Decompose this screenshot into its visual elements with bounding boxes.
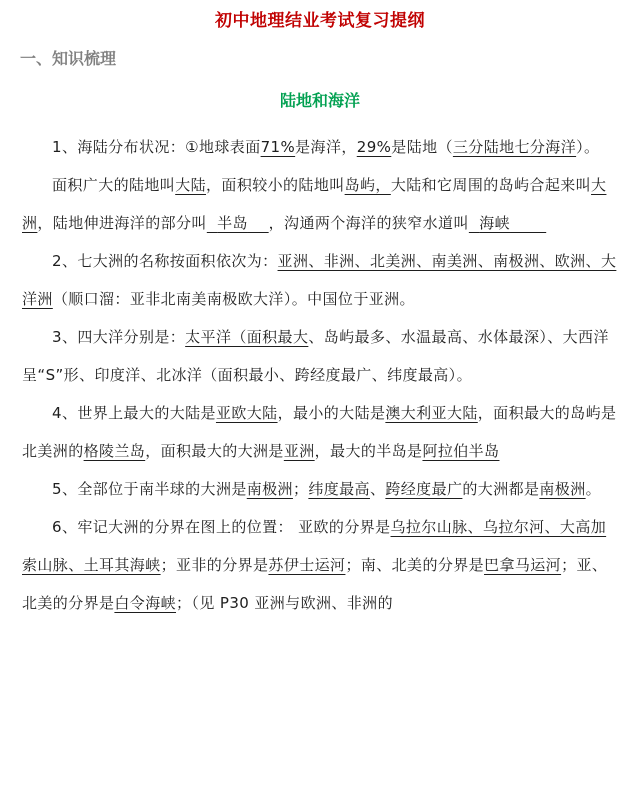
text-run: 、岛屿最多、水温最高、水体最深）、大西洋呈“S”形、印度洋、北冰洋（面积最小、跨经度最广、纬度最高）。 [22, 328, 609, 384]
text-run: ）。 [576, 138, 600, 156]
underlined-term: 岛屿， [344, 176, 391, 194]
underlined-term: 亚欧大陆 [215, 404, 278, 422]
underlined-term: 格陵兰岛 [83, 442, 146, 460]
underlined-term: 三分陆地七分海洋 [452, 138, 577, 156]
text-run: 6、牢记大洲的分界在图上的位置： 亚欧的分界是 [52, 518, 391, 536]
text-run: ，沟通两个海洋的狭窄水道叫 [268, 214, 469, 232]
underlined-term [207, 214, 269, 232]
text-run: 4、世界上最大的大陆是 [52, 404, 216, 422]
text-run: ；（见 P30 亚洲与欧洲、非洲的 [176, 594, 393, 612]
underlined-term: 71% [260, 138, 296, 156]
underlined-term: 亚洲 [283, 442, 315, 460]
text-run: （顺口溜：亚非北南美南极欧大洋）。中国位于亚洲。 [52, 290, 415, 308]
paragraph-seven-continents [22, 242, 620, 318]
underlined-term: 大陆 [175, 176, 207, 194]
text-run: 5、全部位于南半球的大洲是 [52, 480, 247, 498]
text-run: ；南、北美的分界是 [345, 556, 485, 574]
paragraph-land-sea-distribution [22, 128, 620, 166]
text-run: ，面积最大的岛屿是北美洲的 [22, 404, 617, 460]
document-body [22, 128, 620, 622]
text-run: ；亚、北美的分界是 [22, 556, 608, 612]
text-run: ，面积最大的大洲是 [145, 442, 284, 460]
paragraph-continent-boundaries [22, 508, 620, 622]
paragraph-antarctica [22, 470, 620, 508]
text-run: 面积广大的陆地叫 [52, 176, 176, 194]
underlined-term: 澳大利亚大陆 [385, 404, 478, 422]
paragraph-largest-features [22, 394, 620, 470]
underlined-term: 亚洲、非洲、北美洲、南美洲、南极洲、欧洲、大洋洲 [22, 252, 617, 308]
underlined-term: 阿拉伯半岛 [422, 442, 500, 460]
underlined-term: 纬度最高 [308, 480, 370, 498]
paragraph-four-oceans [22, 318, 620, 394]
underlined-term: 跨经度最广 [385, 480, 463, 498]
text-run: ，最小的大陆是 [277, 404, 386, 422]
text-run: 是海洋， [295, 138, 357, 156]
text-run: 1、海陆分布状况：①地球表面 [52, 138, 261, 156]
underlined-term: 29% [356, 138, 392, 156]
text-run: ，面积较小的陆地叫 [206, 176, 345, 194]
underlined-term: 大洲 [22, 176, 607, 232]
paragraph-land-definitions [22, 166, 620, 242]
text-run: 大陆和它周围的岛屿合起来叫 [390, 176, 592, 194]
underlined-term: 苏伊士运河 [268, 556, 346, 574]
text-run: ，陆地伸进海洋的部分叫 [37, 214, 207, 232]
text-run: ； [292, 480, 309, 498]
underlined-term: 巴拿马运河 [484, 556, 562, 574]
topic-subtitle: 陆地和海洋 [279, 91, 360, 110]
text-run: ；亚非的分界是 [160, 556, 269, 574]
underlined-term: 乌拉尔山脉、乌拉尔河、大高加索山脉、土耳其海峡 [22, 518, 607, 574]
underlined-term: 南极洲 [246, 480, 293, 498]
section-heading: 一、知识梳理 [20, 49, 117, 68]
text-run: 。 [585, 480, 602, 498]
term-text: 海峡 [479, 214, 511, 232]
underlined-term: 白令海峡 [114, 594, 177, 612]
text-run: 2、七大洲的名称按面积依次为： [52, 252, 278, 270]
document-title: 初中地理结业考试复习提纲 [215, 11, 425, 31]
underlined-term [469, 214, 546, 232]
underlined-term: 太平洋（面积最大 [185, 328, 309, 346]
text-run: ，最大的半岛是 [314, 442, 423, 460]
text-run: 、 [369, 480, 386, 498]
term-text: 半岛 [217, 214, 248, 232]
underlined-term: 南极洲 [539, 480, 586, 498]
text-run: 是陆地（ [391, 138, 453, 156]
text-run: 的大洲都是 [462, 480, 540, 498]
text-run: 3、四大洋分别是： [52, 328, 186, 346]
